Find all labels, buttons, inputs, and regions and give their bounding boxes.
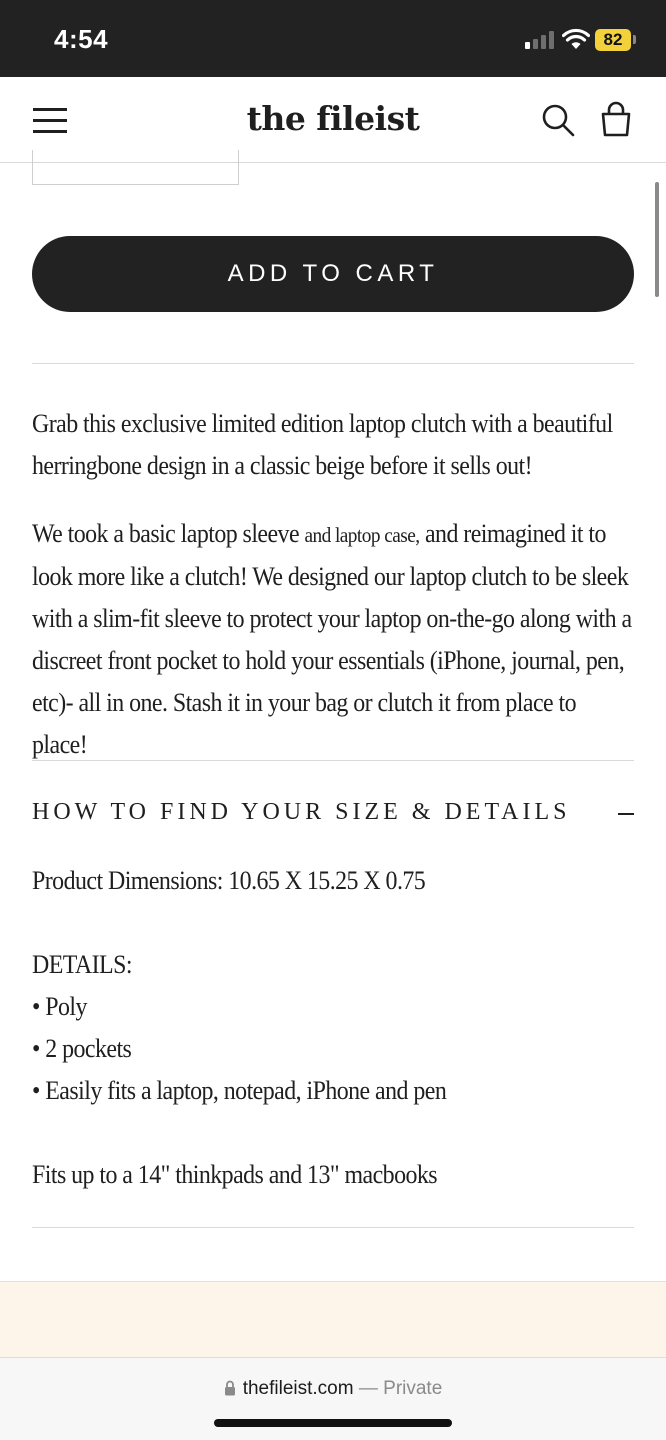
search-icon[interactable] — [541, 103, 575, 137]
add-to-cart-button[interactable]: ADD TO CART — [32, 236, 634, 312]
home-indicator[interactable] — [214, 1419, 452, 1427]
description-small-text: and laptop case, — [304, 523, 420, 547]
accordion-content — [32, 860, 593, 1196]
url-domain: thefileist.com — [242, 1378, 354, 1399]
accordion-title: HOW TO FIND YOUR SIZE & DETAILS — [32, 799, 571, 825]
lock-icon — [224, 1380, 236, 1396]
detail-item: • Easily fits a laptop, notepad, iPhone and pen — [32, 1076, 447, 1105]
collapse-icon[interactable] — [618, 813, 634, 815]
page-scrollbar[interactable] — [655, 182, 659, 297]
detail-item: • Poly — [32, 992, 87, 1021]
description-paragraph-1: Grab this exclusive limited edition laptop clutch with a beautiful herringbone design in a classic beige before it sells out! — [32, 409, 613, 480]
spacer — [32, 902, 639, 944]
signal-icon — [525, 31, 555, 49]
quantity-selector[interactable] — [32, 150, 239, 185]
brand-logo[interactable]: the fileist — [246, 99, 420, 138]
wifi-icon — [562, 28, 590, 50]
battery-icon: 82 — [595, 29, 631, 51]
fit-note: Fits up to a 14" thinkpads and 13" macbooks — [32, 1160, 438, 1189]
divider — [32, 1227, 634, 1228]
details-heading: DETAILS: — [32, 950, 132, 979]
private-mode-label: Private — [383, 1378, 443, 1399]
product-description — [32, 403, 632, 766]
product-dimensions: Product Dimensions: 10.65 X 15.25 X 0.75 — [32, 866, 426, 895]
url-line[interactable] — [0, 1378, 666, 1400]
battery-tip — [633, 35, 636, 44]
description-paragraph-2 — [32, 513, 635, 766]
browser-address-bar[interactable] — [0, 1357, 666, 1440]
status-time: 4:54 — [54, 24, 109, 54]
description-text: We took a basic laptop sleeve — [32, 519, 305, 548]
divider — [32, 363, 634, 364]
spacer — [32, 1112, 639, 1154]
size-details-accordion-toggle[interactable] — [32, 793, 634, 835]
url-separator: — — [358, 1378, 378, 1399]
detail-item: • 2 pockets — [32, 1034, 132, 1063]
divider — [32, 760, 634, 761]
bag-icon[interactable] — [598, 101, 634, 137]
description-text: and reimagined it to look more like a clutch! We designed our laptop clutch to be sleek with a slim-fit sleeve to protect your laptop on-the-go along with a discreet front pocket to hold your essentials (iPhone, journal, pen, etc)- all in one. Stash it in your bag or clutch it from place to place! — [32, 519, 632, 759]
status-bar — [0, 0, 666, 77]
footer-band — [0, 1281, 666, 1357]
